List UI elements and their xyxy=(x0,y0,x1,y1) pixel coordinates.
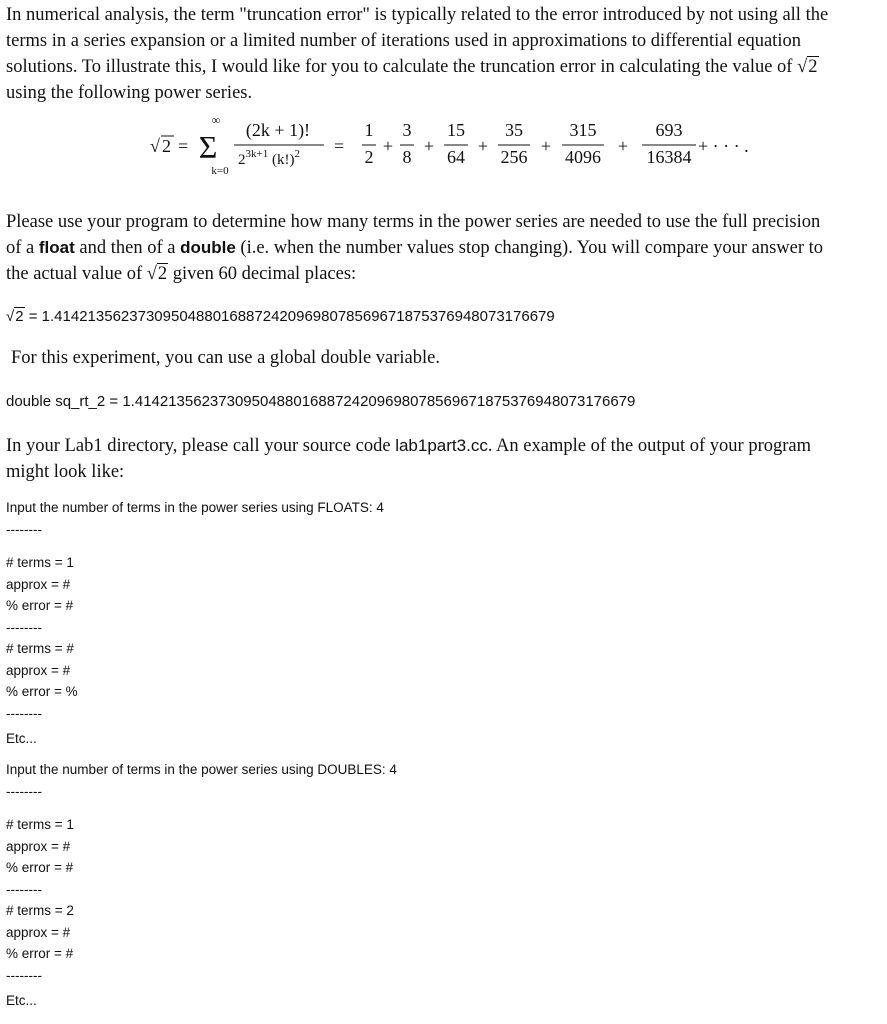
term-numerator: 315 xyxy=(569,120,597,140)
term-numerator: 3 xyxy=(402,120,412,140)
formula-sqrt-symbol: √ xyxy=(150,136,160,156)
double-error-line: % error = # xyxy=(6,946,74,961)
term-denominator: 256 xyxy=(500,147,528,167)
sqrt-symbol: √2 xyxy=(146,264,168,284)
double-approx-line: approx = # xyxy=(6,924,71,940)
sum-upper-limit: ∞ xyxy=(211,114,221,127)
float-output-example xyxy=(6,497,384,750)
separator: -------- xyxy=(6,521,42,537)
float-prompt: Input the number of terms in the power series using FLOATS: 4 xyxy=(6,500,384,515)
svg-text:=: = xyxy=(334,136,345,156)
double-keyword: double xyxy=(180,238,236,257)
double-output-example xyxy=(6,759,397,1012)
instructions-line-2: of a float and then of a double (i.e. when the number values stop changing). You will compare your answer to xyxy=(6,238,824,258)
intro-line-3: solutions. To illustrate this, I would like for you to calculate the truncation error in calculating the value of √2 xyxy=(6,54,878,80)
double-terms-line: # terms = 2 xyxy=(6,903,74,918)
source-file-name: lab1part3.cc xyxy=(395,436,488,455)
plus-sign: + xyxy=(617,136,629,156)
float-keyword: float xyxy=(38,238,75,257)
term-numerator: 1 xyxy=(364,120,374,140)
plus-sign: + xyxy=(382,136,394,156)
sqrt-symbol: √2 xyxy=(797,57,818,77)
instructions-line-3: the actual value of √2 given 60 decimal places: xyxy=(6,261,878,287)
power-series-formula xyxy=(150,114,790,176)
series-tail: + · · · . xyxy=(698,136,749,156)
term-denominator: 8 xyxy=(402,147,412,167)
svg-text:=: = xyxy=(178,136,189,156)
sum-lower-limit: k=0 xyxy=(211,165,229,176)
sqrt-symbol: √2 xyxy=(6,308,24,325)
experiment-note: For this experiment, you can use a global double variable. xyxy=(11,348,440,368)
float-error-line: % error = # xyxy=(6,598,74,613)
intro-line-2: terms in a series expansion or a limited number of iterations used in approximations to differential equation xyxy=(6,31,801,51)
separator: -------- xyxy=(6,783,42,799)
term-numerator: 693 xyxy=(655,120,683,140)
separator: -------- xyxy=(6,705,42,721)
double-prompt: Input the number of terms in the power series using DOUBLES: 4 xyxy=(6,762,397,777)
sum-numerator: (2k + 1)! xyxy=(245,120,311,140)
instructions-line-1: Please use your program to determine how many terms in the power series are needed to use the full precision xyxy=(6,212,821,232)
lab-note xyxy=(6,433,878,485)
lab-note-line-2: might look like: xyxy=(6,462,125,482)
plus-sign: + xyxy=(540,136,552,156)
instructions-paragraph xyxy=(6,209,878,287)
sigma-icon: Σ xyxy=(198,129,218,165)
actual-value-text: = 1.414213562373095048801688724209698078569671875376948073176679 xyxy=(28,308,555,325)
term-denominator: 2 xyxy=(364,147,374,167)
float-terms-line: # terms = 1 xyxy=(6,555,74,570)
float-approx-line: approx = # xyxy=(6,576,71,592)
separator: -------- xyxy=(6,967,42,983)
float-terms-line: # terms = # xyxy=(6,641,74,656)
formula-lhs-radicand: 2 xyxy=(162,136,171,156)
intro-paragraph xyxy=(6,2,878,106)
term-numerator: 35 xyxy=(505,120,523,140)
double-approx-line: approx = # xyxy=(6,838,71,854)
lab-note-line-1: In your Lab1 directory, please call your source code lab1part3.cc. An example of the output of your program xyxy=(6,436,811,456)
intro-line-4: using the following power series. xyxy=(6,83,253,103)
term-denominator: 16384 xyxy=(646,147,692,167)
actual-value-line xyxy=(6,306,555,328)
plus-sign: + xyxy=(477,136,489,156)
double-error-line: % error = # xyxy=(6,860,74,875)
float-etc: Etc... xyxy=(6,731,37,746)
float-approx-line: approx = # xyxy=(6,662,71,678)
double-terms-line: # terms = 1 xyxy=(6,817,74,832)
double-etc: Etc... xyxy=(6,993,37,1008)
sum-denominator: $2^{3k+1}$ $(k!)^2$ xyxy=(238,148,300,168)
plus-sign: + xyxy=(423,136,435,156)
term-denominator: 64 xyxy=(447,147,465,167)
term-denominator: 4096 xyxy=(565,147,601,167)
series-terms xyxy=(362,120,696,167)
intro-line-1: In numerical analysis, the term "truncation error" is typically related to the error introduced by not using all the xyxy=(6,5,829,25)
code-line: double sq_rt_2 = 1.414213562373095048801688724209698078569671875376948073176679 xyxy=(6,393,636,410)
separator: -------- xyxy=(6,881,42,897)
float-error-line: % error = % xyxy=(6,684,78,699)
separator: -------- xyxy=(6,619,42,635)
term-numerator: 15 xyxy=(447,120,465,140)
